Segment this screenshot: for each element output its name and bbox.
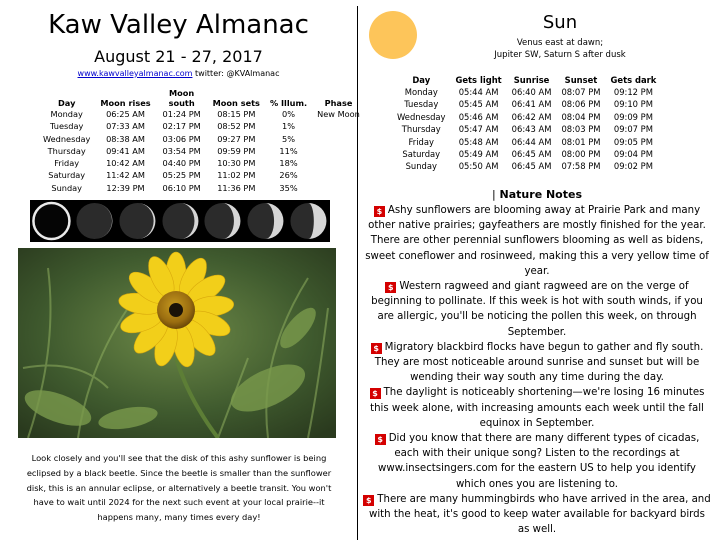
moon-cell-day: Saturday (48, 170, 86, 181)
sun-cell-sunrise: 06:42 AM (511, 111, 552, 122)
moon-header-day: Day (58, 98, 76, 108)
moon-cell-illum: 18% (279, 158, 298, 169)
note-bullet-icon: $ (363, 495, 374, 506)
sun-cell-gets-light: 05:45 AM (458, 99, 499, 110)
moon-table (38, 88, 365, 194)
moon-phase-icon (73, 200, 116, 242)
nature-note (362, 431, 712, 492)
sun-header-day: Day (412, 75, 431, 85)
sun-table-row (392, 111, 661, 123)
moon-cell-south: 02:17 PM (162, 121, 201, 132)
moon-table-header (38, 88, 365, 108)
sun-cell-sunset: 08:01 PM (561, 136, 601, 147)
moon-header-south: Moon south (168, 88, 195, 108)
sun-table-row (392, 136, 661, 148)
website-link[interactable]: www.kawvalleyalmanac.com (77, 69, 193, 78)
moon-cell-phase (312, 145, 365, 157)
moon-header-rises: Moon rises (100, 98, 151, 108)
moon-cell-rises: 12:39 PM (106, 182, 145, 193)
moon-cell-sets: 09:27 PM (217, 133, 256, 144)
week-dates: August 21 - 27, 2017 (94, 47, 263, 66)
planet-note (470, 37, 650, 61)
nature-note (362, 203, 712, 279)
sun-header-gets-light: Gets light (455, 75, 502, 85)
sun-table (392, 74, 661, 173)
moon-cell-phase: New Moon (317, 109, 360, 119)
moon-cell-phase (312, 133, 365, 145)
sun-header-sunrise: Sunrise (513, 75, 550, 85)
moon-table-row (38, 133, 365, 145)
nature-note-text: Ashy sunflowers are blooming away at Prairie Park and many other native prairies; gayfeathers are mostly finished for the year. There are other perennial sunflowers blooming as well as bidens, sweet coneflower and rosinweed, making this a very yellow time of year. (365, 205, 709, 277)
moon-cell-illum: 26% (279, 170, 298, 181)
sun-cell-sunrise: 06:45 AM (511, 149, 552, 160)
planet-note-line2: Jupiter SW, Saturn S after dusk (494, 50, 626, 60)
sun-cell-day: Thursday (401, 124, 441, 135)
moon-cell-phase (312, 157, 365, 169)
nature-notes-list (362, 203, 712, 537)
nature-note-text: Migratory blackbird flocks have begun to gather and fly south. They are most noticeable around sunrise and sunset but will be wending their way south any time during the day. (374, 341, 704, 384)
moon-cell-day: Tuesday (50, 121, 84, 132)
sun-cell-gets-light: 05:49 AM (458, 149, 499, 160)
sun-table-row (392, 160, 661, 172)
sun-cell-gets-dark: 09:04 PM (613, 149, 653, 160)
moon-header-phase: Phase (324, 98, 353, 108)
sun-header-gets-dark: Gets dark (610, 75, 657, 85)
nature-note (362, 279, 712, 340)
sun-cell-gets-light: 05:48 AM (458, 136, 499, 147)
moon-cell-illum: 0% (282, 109, 296, 119)
moon-cell-phase (312, 120, 365, 132)
moon-table-row (38, 120, 365, 132)
moon-cell-sets: 11:02 PM (217, 170, 256, 181)
moon-cell-rises: 11:42 AM (106, 170, 145, 181)
sun-cell-sunrise: 06:44 AM (511, 136, 552, 147)
moon-cell-sets: 08:52 PM (217, 121, 256, 132)
moon-cell-south: 01:24 PM (162, 109, 201, 119)
sun-cell-gets-dark: 09:09 PM (613, 111, 653, 122)
nature-note (362, 385, 712, 431)
sun-icon (368, 10, 418, 60)
moon-phase-icon (116, 200, 159, 242)
sun-cell-gets-dark: 09:10 PM (613, 99, 653, 110)
sunflower-photo (18, 248, 336, 438)
sun-table-body (392, 86, 661, 173)
moon-cell-illum: 5% (282, 133, 296, 144)
planet-note-line1: Venus east at dawn; (516, 38, 604, 48)
sun-cell-sunset: 08:00 PM (561, 149, 601, 160)
sun-cell-sunrise: 06:43 AM (511, 124, 552, 135)
sun-cell-gets-dark: 09:07 PM (613, 124, 653, 135)
moon-table-row (38, 108, 365, 120)
links-line (0, 69, 357, 78)
sun-cell-day: Monday (404, 87, 438, 97)
sun-cell-gets-light: 05:47 AM (458, 124, 499, 135)
sun-cell-day: Wednesday (397, 111, 446, 122)
sun-cell-sunrise: 06:41 AM (511, 99, 552, 110)
note-bullet-icon: $ (375, 434, 386, 445)
moon-cell-rises: 09:41 AM (106, 145, 145, 156)
sun-cell-gets-light: 05:46 AM (458, 111, 499, 122)
column-divider (357, 6, 358, 540)
sun-cell-day: Sunday (405, 161, 437, 172)
note-bullet-icon: $ (370, 388, 381, 399)
moon-cell-sets: 11:36 PM (217, 182, 256, 193)
sun-cell-sunset: 08:07 PM (561, 87, 601, 97)
sun-cell-gets-light: 05:44 AM (458, 87, 499, 97)
moon-cell-day: Thursday (47, 145, 86, 156)
moon-cell-rises: 10:42 AM (106, 158, 145, 169)
moon-cell-south: 03:54 PM (162, 145, 201, 156)
moon-cell-phase (312, 169, 365, 181)
moon-cell-south: 03:06 PM (162, 133, 201, 144)
sun-cell-gets-dark: 09:05 PM (613, 136, 653, 147)
moon-cell-sets: 10:30 PM (217, 158, 256, 169)
sun-table-row (392, 123, 661, 135)
sun-cell-sunset: 08:03 PM (561, 124, 601, 135)
sun-cell-gets-light: 05:50 AM (458, 161, 499, 172)
moon-cell-south: 06:10 PM (162, 182, 201, 193)
note-bullet-icon: $ (374, 206, 385, 217)
sun-title: Sun (542, 12, 578, 33)
moon-cell-sets: 08:15 PM (217, 109, 256, 119)
moon-cell-day: Friday (54, 158, 80, 169)
sun-cell-day: Saturday (402, 149, 441, 160)
twitter-handle: twitter: @KVAlmanac (195, 69, 280, 78)
moon-cell-day: Monday (50, 109, 83, 119)
heading-text: Nature Notes (499, 188, 583, 201)
moon-cell-day: Sunday (51, 182, 83, 193)
sun-table-row (392, 86, 661, 98)
sun-cell-sunrise: 06:45 AM (511, 161, 552, 172)
nature-notes-heading (360, 188, 714, 201)
moon-phase-icon (244, 200, 287, 242)
sun-header-sunset: Sunset (564, 75, 598, 85)
sun-cell-sunset: 07:58 PM (561, 161, 601, 172)
note-bullet-icon: $ (385, 282, 396, 293)
nature-note-text: The daylight is noticeably shortening—we're losing 16 minutes this week alone, with increasing amounts each week until the fall equinox in September. (370, 387, 705, 429)
photo-caption: Look closely and you'll see that the disk of this ashy sunflower is being eclipsed by a black beetle. Since the beetle is smaller than the sunflower disk, this is an annular eclipse, or alternatively a beetle transit. You won't have to wait until 2024 for the next such event at your local prairie--it happens many, many times every day! (26, 453, 332, 523)
moon-cell-south: 05:25 PM (162, 170, 201, 181)
moon-cell-sets: 09:59 PM (217, 145, 256, 156)
moon-table-row (38, 182, 365, 194)
sun-table-header (392, 74, 661, 86)
sun-cell-day: Friday (408, 136, 434, 147)
sun-cell-gets-dark: 09:12 PM (613, 87, 653, 97)
moon-cell-illum: 1% (282, 121, 296, 132)
sun-table-row (392, 98, 661, 110)
nature-note-text: There are many hummingbirds who have arrived in the area, and with the heat, it's good to keep water available for backyard birds as well. (369, 493, 711, 536)
moon-cell-rises: 06:25 AM (106, 109, 145, 119)
moon-cell-phase (312, 182, 365, 194)
almanac-title: Kaw Valley Almanac (48, 10, 309, 40)
sun-cell-sunset: 08:04 PM (561, 111, 601, 122)
moon-table-body (38, 108, 365, 194)
moon-cell-rises: 07:33 AM (106, 121, 145, 132)
moon-cell-illum: 35% (279, 182, 298, 193)
moon-phase-icon (159, 200, 202, 242)
moon-phase-icon (30, 200, 73, 242)
sunflower-image (18, 248, 336, 438)
moon-table-row (38, 145, 365, 157)
nature-note (362, 492, 712, 538)
sun-cell-day: Tuesday (404, 99, 439, 110)
nature-note-text: Western ragweed and giant ragweed are on the verge of beginning to pollinate. If this week is hot with south winds, if you are allergic, you'll be noticing the pollen this week, on through September. (371, 281, 703, 338)
sun-cell-sunset: 08:06 PM (561, 99, 601, 110)
moon-cell-south: 04:40 PM (162, 158, 201, 169)
nature-note-text: Did you know that there are many different types of cicadas, each with their unique song? Listen to the recordings at www.insectsingers.com for the eastern US to help you identify which ones you are listening to. (378, 433, 700, 490)
sun-table-row (392, 148, 661, 160)
sun-cell-sunrise: 06:40 AM (511, 87, 552, 97)
moon-header-illum: % Illum. (269, 98, 308, 108)
moon-cell-day: Wednesday (43, 133, 91, 144)
moon-cell-illum: 11% (279, 145, 298, 156)
moon-phase-icon (287, 200, 330, 242)
note-bullet-icon: $ (371, 343, 382, 354)
moon-header-sets: Moon sets (212, 98, 260, 108)
moon-table-row (38, 157, 365, 169)
moon-phase-icon (201, 200, 244, 242)
nature-note (362, 340, 712, 386)
moon-table-row (38, 169, 365, 181)
moon-phase-strip (30, 200, 330, 242)
moon-cell-rises: 08:38 AM (106, 133, 145, 144)
heading-bar: | (491, 188, 496, 201)
sun-cell-gets-dark: 09:02 PM (613, 161, 653, 172)
